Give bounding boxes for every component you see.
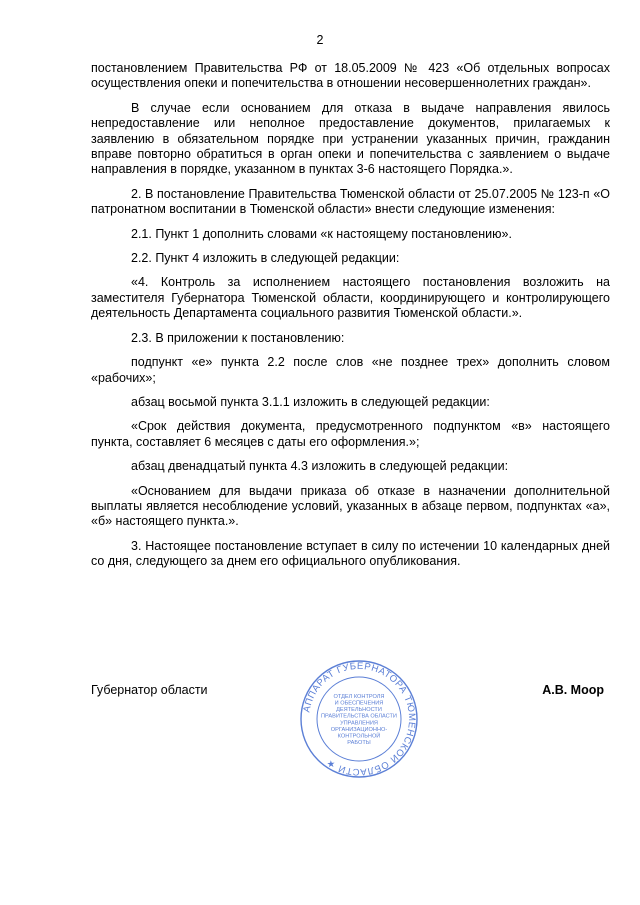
document-body xyxy=(91,61,610,579)
signatory-title: Губернатор области xyxy=(91,683,208,697)
paragraph: «Основанием для выдачи приказа об отказе в назначении дополнительной выплаты является несоблюдение условий, указанных в абзаце первом, подпунктах «а», «б» настоящего пункта.». xyxy=(91,483,610,529)
official-stamp xyxy=(298,658,420,780)
stamp-line: ДЕЯТЕЛЬНОСТИ xyxy=(336,707,382,714)
paragraph: абзац двенадцатый пункта 4.3 изложить в следующей редакции: xyxy=(131,459,509,474)
paragraph: 2.2. Пункт 4 изложить в следующей редакции: xyxy=(131,251,400,266)
paragraph: «4. Контроль за исполнением настоящего постановления возложить на заместителя Губернатора Тюменской области, координирующего и контролирующего деятельность Департамента социального развития Тюменской области.». xyxy=(91,275,610,321)
svg-text:АППАРАТ ГУБЕРНАТОРА ТЮМЕНСКОЙ: АППАРАТ ГУБЕРНАТОРА ТЮМЕНСКОЙ ОБЛАСТИ ★ xyxy=(301,660,418,778)
signatory-name: А.В. Моор xyxy=(542,683,604,697)
paragraph: 2. В постановление Правительства Тюменской области от 25.07.2005 № 123-п «О патронатном воспитании в Тюменской области» внести следующие изменения: xyxy=(91,186,610,217)
stamp-line: РАБОТЫ xyxy=(347,740,371,747)
stamp-line: И ОБЕСПЕЧЕНИЯ xyxy=(334,700,384,707)
paragraph: 2.3. В приложении к постановлению: xyxy=(131,330,345,345)
stamp-line: УПРАВЛЕНИЯ xyxy=(340,720,378,727)
stamp-line: ПРАВИТЕЛЬСТВА ОБЛАСТИ xyxy=(321,713,397,720)
paragraph: абзац восьмой пункта 3.1.1 изложить в следующей редакции: xyxy=(131,394,490,409)
paragraph: 2.1. Пункт 1 дополнить словами «к настоящему постановлению». xyxy=(131,226,512,241)
paragraph: постановлением Правительства РФ от 18.05.2009 № 423 «Об отдельных вопросах осуществления опеки и попечительства в отношении несовершеннолетних граждан». xyxy=(91,61,610,91)
paragraph: «Срок действия документа, предусмотренного подпунктом «в» настоящего пункта, составляет 6 месяцев с даты его оформления.»; xyxy=(91,419,610,449)
page-number: 2 xyxy=(316,33,324,47)
paragraph: В случае если основанием для отказа в выдаче направления явилось непредоставление или неполное предоставление документов, прилагаемых к заявлению в обязательном порядке при устранении указанных причин, гражданин вправе повторно обратиться в орган опеки и попечительства с заявлением о выдаче направления в порядке, указанном в пунктах 3-6 настоящего Порядка.». xyxy=(91,100,610,177)
stamp-line: КОНТРОЛЬНОЙ xyxy=(337,733,381,740)
paragraph: подпункт «е» пункта 2.2 после слов «не позднее трех» дополнить словом «рабочих»; xyxy=(91,355,610,385)
paragraph: 3. Настоящее постановление вступает в силу по истечении 10 календарных дней со дня, следующего за днем его официального опубликования. xyxy=(91,538,610,569)
stamp-line: ОРГАНИЗАЦИОННО- xyxy=(330,726,388,733)
stamp-line: ОТДЕЛ КОНТРОЛЯ xyxy=(333,693,385,700)
